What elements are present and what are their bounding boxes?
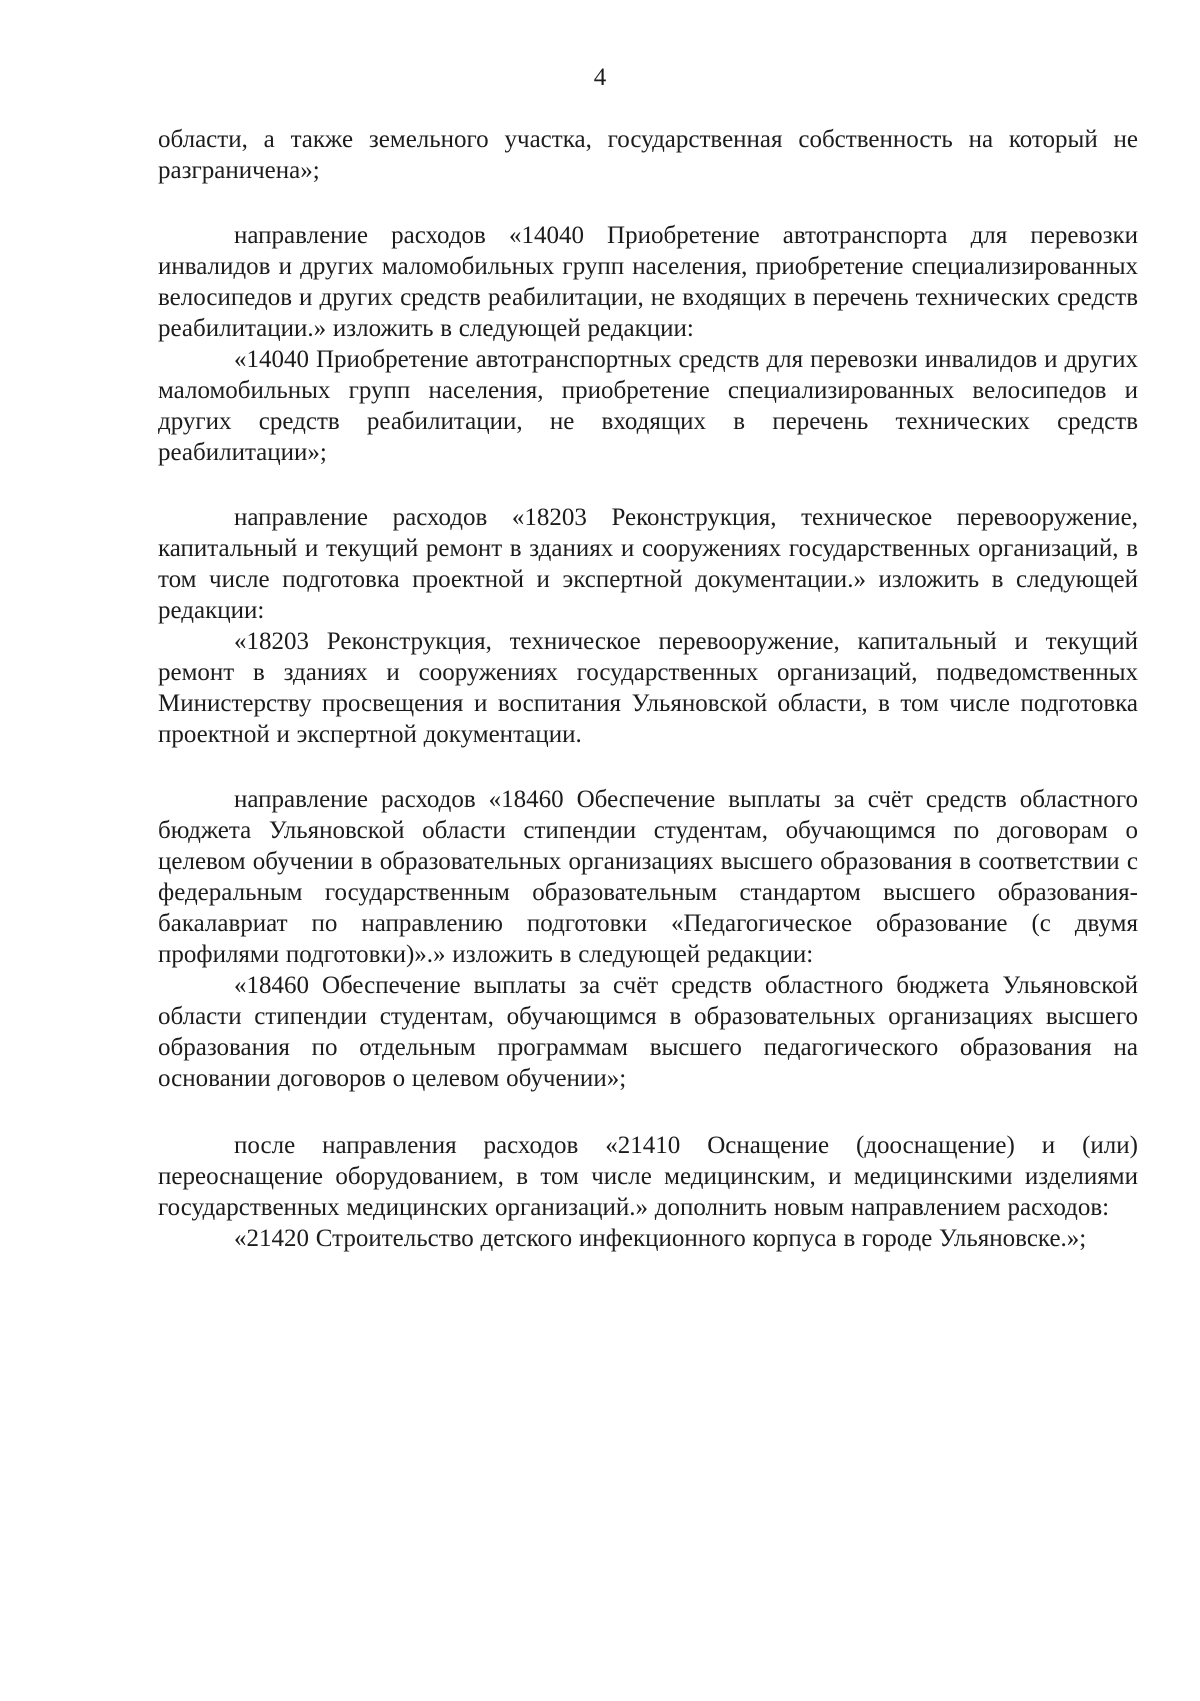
page-number: 4 [593, 64, 607, 91]
paragraph-expense-18460-old: направление расходов «18460 Обеспечение выплаты за счёт средств областного бюджета Ульяновской области стипендии студентам, обучающимся по договорам о целевом обучении в образовательных организациях высшего образования в соответствии с федеральным государственным образовательным стандартом высшего образования-бакалавриат по направлению подготовки «Педагогическое образование (с двумя профилями подготовки)».» изложить в следующей редакции: [158, 786, 1138, 968]
paragraph-expense-21410-addition: после направления расходов «21410 Оснащение (дооснащение) и (или) переоснащение оборудованием, в том числе медицинским, и медицинскими изделиями государственных медицинских организаций.» дополнить новым направлением расходов: [158, 1132, 1138, 1221]
paragraph-expense-18203-old: направление расходов «18203 Реконструкция, техническое перевооружение, капитальный и текущий ремонт в зданиях и сооружениях государственных организаций, в том числе подготовка проектной и экспертной документации.» изложить в следующей редакции: [158, 504, 1138, 624]
paragraph-expense-18460-new: «18460 Обеспечение выплаты за счёт средств областного бюджета Ульяновской области стипендии студентам, обучающимся в образовательных организациях высшего образования по отдельным программам высшего педагогического образования на основании договоров о целевом обучении»; [158, 972, 1138, 1092]
document-body [158, 124, 1138, 1254]
paragraph-expense-21420-new: «21420 Строительство детского инфекционного корпуса в городе Ульяновске.»; [234, 1225, 1087, 1252]
paragraph-expense-14040-new: «14040 Приобретение автотранспортных средств для перевозки инвалидов и других маломобильных групп населения, приобретение специализированных велосипедов и других средств реабилитации, не входящих в перечень технических средств реабилитации»; [158, 346, 1138, 466]
paragraph-expense-18203-new: «18203 Реконструкция, техническое перевооружение, капитальный и текущий ремонт в зданиях и сооружениях государственных организаций, подведомственных Министерству просвещения и воспитания Ульяновской области, в том числе подготовка проектной и экспертной документации. [158, 628, 1138, 748]
paragraph-expense-14040-old: направление расходов «14040 Приобретение автотранспорта для перевозки инвалидов и других маломобильных групп населения, приобретение специализированных велосипедов и других средств реабилитации, не входящих в перечень технических средств реабилитации.» изложить в следующей редакции: [158, 222, 1138, 342]
paragraph-continuation: области, а также земельного участка, государственная собственность на который не разграничена»; [158, 126, 1138, 184]
